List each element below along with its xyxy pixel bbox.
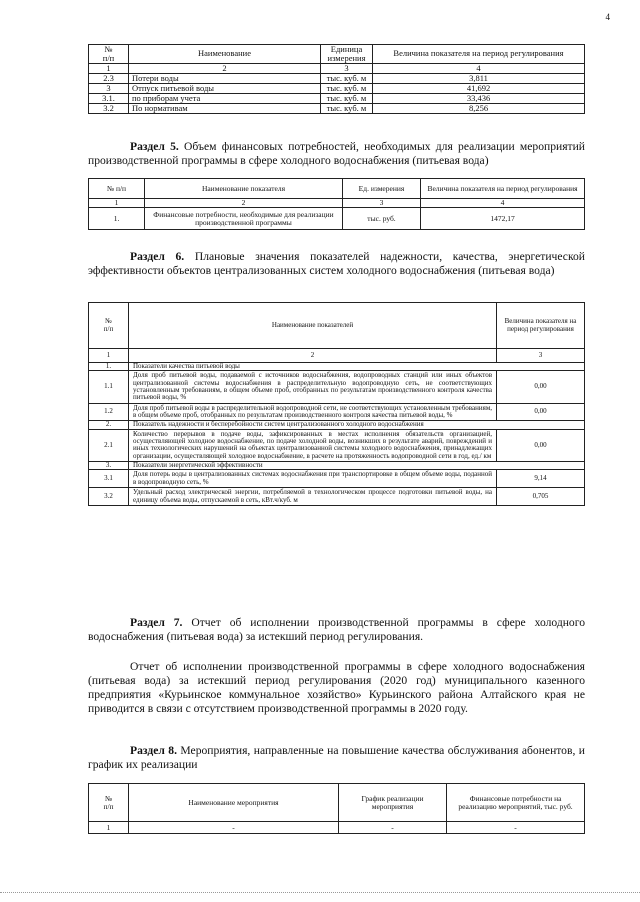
row-name: Отпуск питьевой воды <box>129 83 321 93</box>
section-6-text: Плановые значения показателей надежности, качества, энергетической эффективности объектов централизованных систем холодного водоснабжения (питьевая вода) <box>88 250 586 277</box>
row-name: Доля потерь воды в централизованных системах водоснабжения при транспортировке в общем объеме воды, поданной в водопроводную сеть, % <box>129 470 497 488</box>
header-cell: № п/п <box>89 179 145 199</box>
index-cell: 1 <box>89 199 145 208</box>
header-cell: № п/п <box>89 45 129 64</box>
row-unit: тыс. руб. <box>343 208 421 230</box>
row-unit: тыс. куб. м <box>321 93 373 103</box>
header-cell: Наименование мероприятия <box>129 784 339 822</box>
index-cell: 3 <box>497 349 585 363</box>
header-cell: Величина показателя на период регулирования <box>421 179 585 199</box>
header-cell: График реализации мероприятия <box>339 784 447 822</box>
index-row <box>89 63 585 73</box>
section-5-heading <box>88 140 585 168</box>
index-cell: 2 <box>145 199 343 208</box>
section-6-label: Раздел 6. <box>130 250 185 263</box>
header-cell: № п/п <box>89 303 129 349</box>
row-name: - <box>129 822 339 834</box>
section-5-label: Раздел 5. <box>130 140 179 153</box>
row-name: Доля проб питьевой воды, подаваемой с источников водоснабжения, водопроводных станций или иных объектов централизованной системы водоснабжения в распределительную водопроводную сеть, не соответствующих установленным требованиям, в общем объеме проб, отобранных по результатам производственного контроля качества питьевой воды, % <box>129 371 497 403</box>
index-cell: 1 <box>89 63 129 73</box>
index-cell: 3 <box>321 63 373 73</box>
section-6-heading <box>88 250 585 278</box>
section-7-label: Раздел 7. <box>130 616 183 629</box>
section-5-text: Объем финансовых потребностей, необходимых для реализации мероприятий производственной программы в сфере холодного водоснабжения (питьевая вода) <box>88 140 586 167</box>
row-number: 3.1. <box>89 93 129 103</box>
group-row <box>89 462 585 470</box>
row-value: 0,705 <box>497 488 585 506</box>
row-number: 3. <box>89 462 129 470</box>
header-cell: Наименование показателей <box>129 303 497 349</box>
row-unit: тыс. куб. м <box>321 83 373 93</box>
group-row <box>89 363 585 371</box>
row-number: 1.2 <box>89 403 129 421</box>
group-row <box>89 421 585 429</box>
group-title: Показатели качества питьевой воды <box>129 363 585 371</box>
row-value: 8,256 <box>373 103 585 113</box>
row-number: 2. <box>89 421 129 429</box>
table-row <box>89 429 585 461</box>
header-cell: Ед. измерения <box>343 179 421 199</box>
row-unit: тыс. куб. м <box>321 103 373 113</box>
section-8-heading <box>88 744 585 772</box>
index-cell: 2 <box>129 63 321 73</box>
header-cell: Величина показателя на период регулирования <box>373 45 585 64</box>
section-7-paragraph: Отчет об исполнении производственной программы в сфере холодного водоснабжения (питьевая вода) за истекший период регулирования (2020 год) муниципального казенного предприятия «Курьинское коммунальное хозяйство» Курьинского района Алтайского края не приводится в связи с отсутствием производственной программы в 2020 году. <box>88 660 585 715</box>
table-header-row <box>89 784 585 822</box>
table-row <box>89 208 585 230</box>
page-number: 4 <box>605 12 610 22</box>
section-7-text: Отчет об исполнении производственной программы в сфере холодного водоснабжения (питьевая вода) за истекший период регулирования. <box>88 616 585 643</box>
table-header-row <box>89 45 585 64</box>
row-number: 3.2 <box>89 488 129 506</box>
section-7-heading <box>88 616 585 644</box>
header-cell: Наименование показателя <box>145 179 343 199</box>
row-value: 3,811 <box>373 73 585 83</box>
financial-needs-table <box>88 178 585 230</box>
section-8-text: Мероприятия, направленные на повышение качества обслуживания абонентов, и график их реализации <box>88 744 585 771</box>
row-number: 1.1 <box>89 371 129 403</box>
table-row <box>89 371 585 403</box>
page-bottom-divider <box>0 892 640 893</box>
measures-table <box>88 783 585 834</box>
row-value: 33,436 <box>373 93 585 103</box>
table-row <box>89 73 585 83</box>
indicators-table <box>88 302 585 506</box>
table-header-row <box>89 303 585 349</box>
row-value: 0,00 <box>497 429 585 461</box>
header-cell: Наименование <box>129 45 321 64</box>
row-value: 41,692 <box>373 83 585 93</box>
group-title: Показатель надежности и бесперебойности систем централизованного холодного водоснабжения <box>129 421 585 429</box>
row-name: Удельный расход электрической энергии, потребляемой в технологическом процессе подготовки питьевой воды, на единицу объема воды, отпускаемой в сеть, кВт.ч/куб. м <box>129 488 497 506</box>
row-name: Потери воды <box>129 73 321 83</box>
index-cell: 1 <box>89 349 129 363</box>
index-cell: 3 <box>343 199 421 208</box>
section-8-label: Раздел 8. <box>130 744 177 757</box>
row-unit: тыс. куб. м <box>321 73 373 83</box>
index-row <box>89 199 585 208</box>
row-number: 3 <box>89 83 129 93</box>
water-balance-table <box>88 44 585 114</box>
row-number: 1. <box>89 208 145 230</box>
row-number: 2.3 <box>89 73 129 83</box>
header-cell: Величина показателя на период регулирования <box>497 303 585 349</box>
table-header-row <box>89 179 585 199</box>
row-value: 9,14 <box>497 470 585 488</box>
row-name: Финансовые потребности, необходимые для реализации производственной программы <box>145 208 343 230</box>
row-number: 1 <box>89 822 129 834</box>
row-number: 2.1 <box>89 429 129 461</box>
table-row <box>89 93 585 103</box>
table-row <box>89 83 585 93</box>
row-value: - <box>447 822 585 834</box>
group-title: Показатели энергетической эффективности <box>129 462 585 470</box>
header-cell: Финансовые потребности на реализацию мероприятий, тыс. руб. <box>447 784 585 822</box>
table-row <box>89 103 585 113</box>
index-row <box>89 349 585 363</box>
row-value: 1472,17 <box>421 208 585 230</box>
row-value: 0,00 <box>497 371 585 403</box>
header-cell: Единица измерения <box>321 45 373 64</box>
row-name: по приборам учета <box>129 93 321 103</box>
row-name: Доля проб питьевой воды в распределительной водопроводной сети, не соответствующих установленным требованиям, в общем объеме проб, отобранных по результатам производственного контроля качества питьевой воды, % <box>129 403 497 421</box>
index-cell: 2 <box>129 349 497 363</box>
row-name: По нормативам <box>129 103 321 113</box>
table-row <box>89 822 585 834</box>
row-number: 3.2 <box>89 103 129 113</box>
row-value: 0,00 <box>497 403 585 421</box>
table-row <box>89 470 585 488</box>
index-cell: 4 <box>421 199 585 208</box>
header-cell: № п/п <box>89 784 129 822</box>
table-row <box>89 488 585 506</box>
table-row <box>89 403 585 421</box>
row-name: Количество перерывов в подаче воды, зафиксированных в местах исполнения обязательств организацией, осуществляющей холодное водоснабжение, по подаче холодной воды, возникших в результате аварий, повреждений и иных технологических нарушений на объектах централизованной системы холодного водоснабжения, принадлежащих организации, осуществляющей холодное водоснабжение, в расчете на протяженность водопроводной сети в год, ед./ км <box>129 429 497 461</box>
row-schedule: - <box>339 822 447 834</box>
row-number: 3.1 <box>89 470 129 488</box>
row-number: 1. <box>89 363 129 371</box>
index-cell: 4 <box>373 63 585 73</box>
